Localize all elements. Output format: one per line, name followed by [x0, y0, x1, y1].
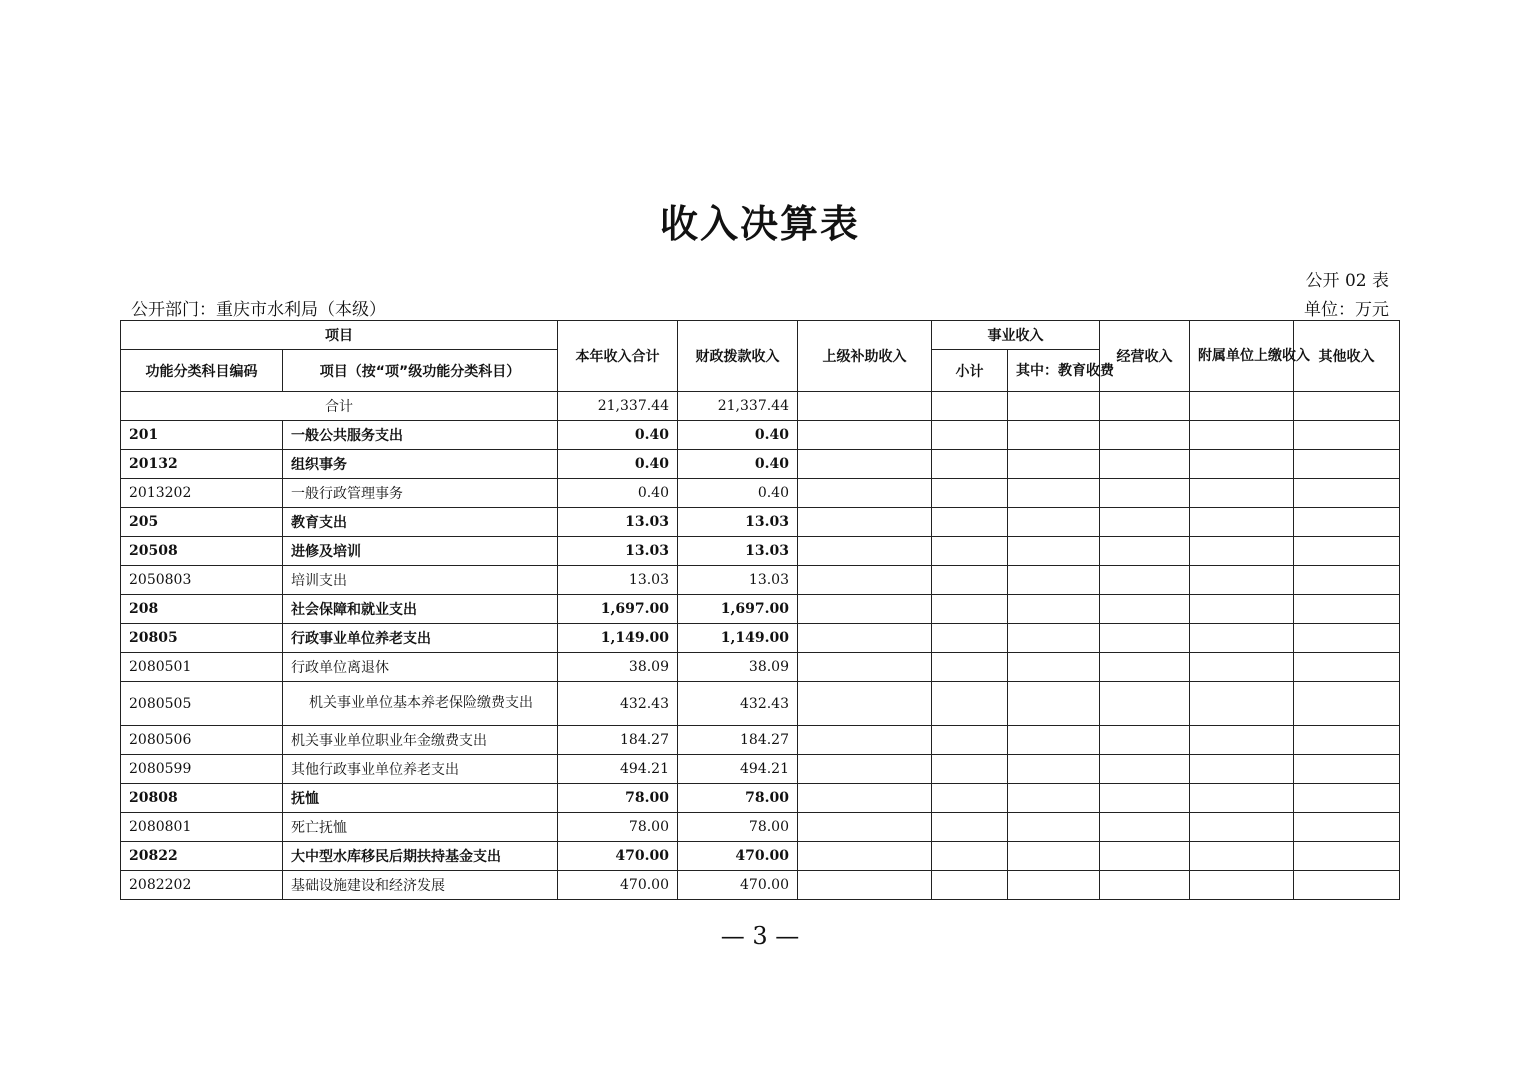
row-fiscal: 78.00 [678, 813, 798, 842]
row-fiscal: 432.43 [678, 682, 798, 726]
row-name: 一般行政管理事务 [283, 479, 558, 508]
table-row [121, 537, 1400, 566]
row-code: 20805 [121, 624, 283, 653]
row-name: 死亡抚恤 [283, 813, 558, 842]
row-code: 20508 [121, 537, 283, 566]
header-fiscal: 财政拨款收入 [678, 321, 798, 392]
header-superior-subsidy: 上级补助收入 [798, 321, 932, 392]
row-name: 机关事业单位职业年金缴费支出 [283, 726, 558, 755]
row-total: 38.09 [558, 653, 678, 682]
row-code: 20132 [121, 450, 283, 479]
row-name: 抚恤 [283, 784, 558, 813]
row-code: 2082202 [121, 871, 283, 900]
total-label: 合计 [121, 392, 558, 421]
header-code: 功能分类科目编码 [121, 350, 283, 392]
page-number: — 3 — [720, 922, 800, 950]
table-row [121, 450, 1400, 479]
table-row [121, 479, 1400, 508]
row-fiscal: 1,149.00 [678, 624, 798, 653]
row-code: 208 [121, 595, 283, 624]
row-name: 教育支出 [283, 508, 558, 537]
table-row [121, 653, 1400, 682]
row-fiscal: 0.40 [678, 450, 798, 479]
row-total: 1,149.00 [558, 624, 678, 653]
page-title: 收入决算表 [659, 201, 860, 246]
department-label: 公开部门：重庆市水利局（本级） [131, 300, 386, 320]
row-fiscal: 13.03 [678, 508, 798, 537]
table-row [121, 842, 1400, 871]
table-row [121, 871, 1400, 900]
row-fiscal: 78.00 [678, 784, 798, 813]
header-other: 其他收入 [1294, 321, 1400, 392]
row-fiscal: 0.40 [678, 479, 798, 508]
row-total: 432.43 [558, 682, 678, 726]
row-fiscal: 494.21 [678, 755, 798, 784]
table-row [121, 726, 1400, 755]
row-name: 组织事务 [283, 450, 558, 479]
table-row [121, 624, 1400, 653]
form-number: 公开 02 表 [1305, 271, 1389, 291]
row-total: 0.40 [558, 450, 678, 479]
row-name: 一般公共服务支出 [283, 421, 558, 450]
row-total: 13.03 [558, 537, 678, 566]
row-name: 行政事业单位养老支出 [283, 624, 558, 653]
header-edu-fee: 其中：教育收费 [1008, 350, 1100, 392]
row-fiscal: 13.03 [678, 566, 798, 595]
row-name: 基础设施建设和经济发展 [283, 871, 558, 900]
unit-label: 单位：万元 [1304, 300, 1389, 320]
table-row [121, 682, 1400, 726]
row-total: 470.00 [558, 871, 678, 900]
row-name: 培训支出 [283, 566, 558, 595]
header-item: 项目 [121, 321, 558, 350]
row-code: 2080505 [121, 682, 283, 726]
row-code: 201 [121, 421, 283, 450]
row-total: 470.00 [558, 842, 678, 871]
table-row [121, 813, 1400, 842]
row-code: 205 [121, 508, 283, 537]
row-code: 2050803 [121, 566, 283, 595]
total-income-cell: 21,337.44 [558, 392, 678, 421]
row-code: 20808 [121, 784, 283, 813]
total-fiscal-cell: 21,337.44 [678, 392, 798, 421]
table-row [121, 595, 1400, 624]
table-row [121, 566, 1400, 595]
row-code: 2080506 [121, 726, 283, 755]
row-name: 其他行政事业单位养老支出 [283, 755, 558, 784]
row-total: 494.21 [558, 755, 678, 784]
header-operating: 经营收入 [1100, 321, 1190, 392]
table-row [121, 784, 1400, 813]
header-subtotal: 小计 [932, 350, 1008, 392]
header-affiliated: 附属单位上缴收入 [1190, 321, 1294, 392]
row-fiscal: 38.09 [678, 653, 798, 682]
row-code: 2080599 [121, 755, 283, 784]
row-total: 184.27 [558, 726, 678, 755]
row-total: 13.03 [558, 566, 678, 595]
row-name: 社会保障和就业支出 [283, 595, 558, 624]
row-fiscal: 13.03 [678, 537, 798, 566]
header-total-income: 本年收入合计 [558, 321, 678, 392]
row-name: 行政单位离退休 [283, 653, 558, 682]
row-total: 13.03 [558, 508, 678, 537]
row-fiscal: 470.00 [678, 871, 798, 900]
header-name: 项目（按“项”级功能分类科目） [283, 350, 558, 392]
row-total: 1,697.00 [558, 595, 678, 624]
total-row [121, 392, 1400, 421]
row-total: 0.40 [558, 479, 678, 508]
row-total: 78.00 [558, 813, 678, 842]
row-name: 进修及培训 [283, 537, 558, 566]
row-fiscal: 184.27 [678, 726, 798, 755]
row-fiscal: 470.00 [678, 842, 798, 871]
row-code: 2013202 [121, 479, 283, 508]
table-row [121, 755, 1400, 784]
row-code: 2080501 [121, 653, 283, 682]
income-table [120, 320, 1400, 900]
row-name: 大中型水库移民后期扶持基金支出 [283, 842, 558, 871]
row-code: 2080801 [121, 813, 283, 842]
table-row [121, 508, 1400, 537]
table-row [121, 421, 1400, 450]
row-name: 机关事业单位基本养老保险缴费支出 [283, 682, 558, 726]
row-code: 20822 [121, 842, 283, 871]
row-fiscal: 0.40 [678, 421, 798, 450]
header-business-income: 事业收入 [932, 321, 1100, 350]
row-total: 0.40 [558, 421, 678, 450]
row-fiscal: 1,697.00 [678, 595, 798, 624]
row-total: 78.00 [558, 784, 678, 813]
